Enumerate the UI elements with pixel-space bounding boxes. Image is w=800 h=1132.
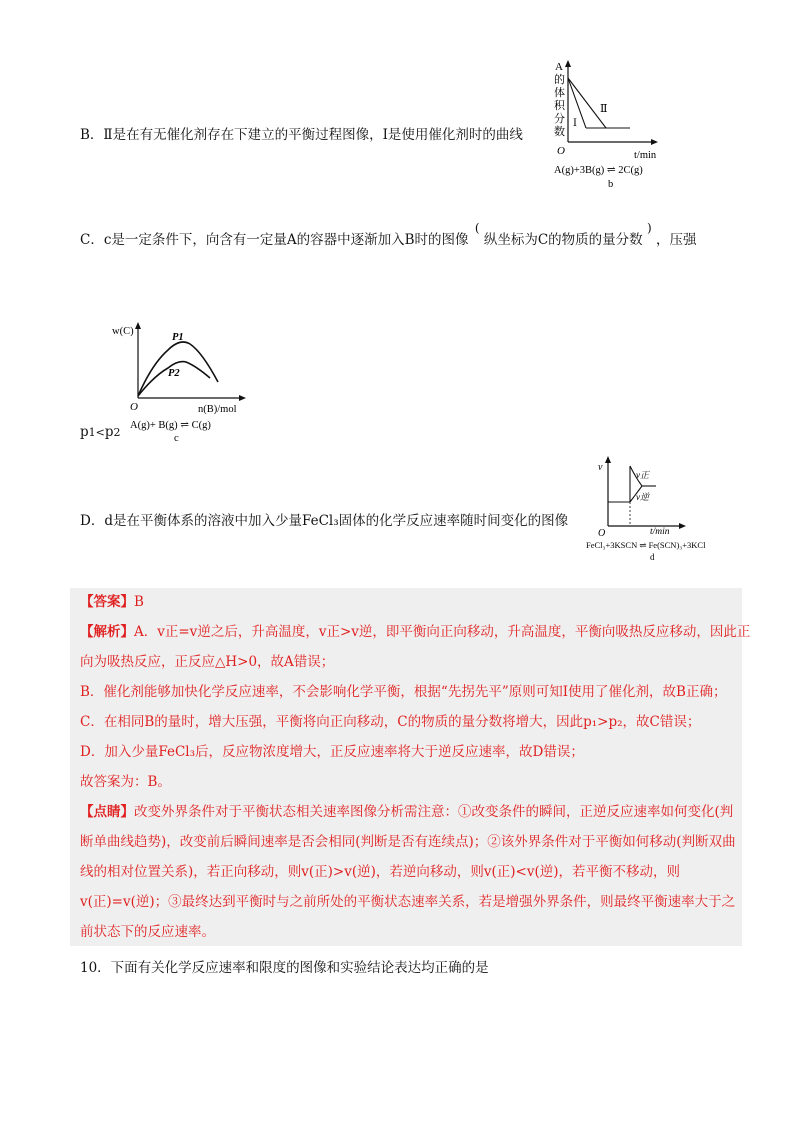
- figure-d-x-arrow: [679, 523, 686, 529]
- analysis-tag: 【解析】: [80, 624, 134, 640]
- tip-line-4: v(正)=v(逆)；③最终达到平衡时与之前所处的平衡状态速率关系，若是增强外界条件，则最终平衡速率大于之: [80, 894, 736, 910]
- tip-line-2: 断单曲线趋势)，改变前后瞬间速率是否会相同(判断是否有连续点)；②该外界条件对于平衡如何移动(判断双曲: [80, 834, 736, 850]
- analysis-line-1: [80, 622, 750, 642]
- option-c-cond-sub2: 2: [113, 426, 121, 439]
- figure-c-x-arrow: [239, 395, 246, 401]
- option-c-cond-sub1: 1: [88, 426, 96, 439]
- figure-b-y-arrow: [565, 60, 571, 67]
- figure-c-xlabel: n(B)/mol: [198, 404, 237, 415]
- analysis-line-3: B．催化剂能够加快化学反应速率，不会影响化学平衡，根据“先拐先平”原则可知Ⅰ使用了催化剂，故B正确；: [80, 684, 727, 700]
- figure-d-origin: O: [598, 528, 606, 539]
- figure-d-ylabel: v: [598, 462, 603, 473]
- figure-c-origin: O: [130, 401, 138, 413]
- option-c-cond-p2: p: [104, 424, 114, 440]
- figure-d-xlabel: t/min: [650, 527, 670, 537]
- figure-b-x-arrow: [651, 139, 658, 145]
- option-b-text: B．Ⅱ是在有无催化剂存在下建立的平衡过程图像，Ⅰ是使用催化剂时的曲线: [80, 127, 523, 143]
- figure-d-label-forward: v正: [636, 470, 649, 480]
- figure-b-ylabel-5: 分: [554, 113, 565, 125]
- figure-d: [586, 452, 736, 564]
- figure-c: [110, 316, 270, 446]
- answer-tag: 【答案】: [80, 594, 134, 610]
- option-c-paren-open: (: [474, 221, 480, 235]
- option-c-text: C．c是一定条件下，向含有一定量A的容器中逐渐加入B时的图像: [80, 232, 469, 248]
- figure-b-label-1: Ⅰ: [573, 118, 577, 129]
- question-10: 10．下面有关化学反应速率和限度的图像和实验结论表达均正确的是: [80, 960, 489, 976]
- figure-c-ylabel: w(C): [112, 326, 134, 337]
- answer-value: B: [134, 594, 144, 610]
- option-d-text: D．d是在平衡体系的溶液中加入少量FeCl₃固体的化学反应速率随时间变化的图像: [80, 513, 569, 529]
- tip-text-1: 改变外界条件对于平衡状态相关速率图像分析需注意：①改变条件的瞬间，正逆反应速率如何变化(判: [134, 804, 734, 820]
- figure-c-svg: [110, 316, 270, 446]
- figure-b-ylabel-1: A: [555, 61, 563, 73]
- analysis-line-6: 故答案为：B。: [80, 774, 171, 790]
- analysis-line-2: 向为吸热反应，正反应△H>0，故A错误；: [80, 654, 335, 670]
- option-c-condition: [80, 422, 121, 443]
- option-c-cond-p1: p: [80, 424, 89, 440]
- option-c-paren-close: ): [646, 221, 652, 235]
- figure-b-label-2: Ⅱ: [600, 103, 608, 115]
- figure-b-ylabel-4: 积: [554, 100, 565, 112]
- figure-d-label-reverse: v逆: [636, 492, 649, 502]
- option-c-paren-text: 纵坐标为C的物质的量分数: [483, 232, 643, 248]
- tip-line-5: 前状态下的反应速率。: [80, 924, 215, 940]
- analysis-text-1: A．v正=v逆之后，升高温度，v正>v逆，即平衡向正向移动，升高温度，平衡向吸热反应移动，因此正: [134, 624, 751, 640]
- figure-c-label-p2: P2: [168, 368, 180, 379]
- tip-line-3: 线的相对位置关系)，若正向移动，则v(正)>v(逆)，若逆向移动，则v(正)<v(逆)，若平衡不移动，则: [80, 864, 681, 880]
- figure-d-y-arrow: [605, 456, 611, 463]
- figure-b-caption: b: [608, 179, 614, 190]
- tip-line-1: [80, 802, 733, 822]
- figure-c-y-arrow: [135, 322, 141, 329]
- tip-tag: 【点睛】: [80, 804, 134, 820]
- figure-d-equation: FeCl₃+3KSCN ⇌ Fe(SCN)₃+3KCl: [586, 540, 706, 550]
- option-c-cond-lt: <: [95, 426, 105, 439]
- figure-b-origin: O: [557, 145, 565, 157]
- figure-b-equation: A(g)+3B(g) ⇌ 2C(g): [554, 165, 643, 176]
- figure-b-ylabel-3: 体: [554, 87, 565, 99]
- figure-b-curve-1: [568, 78, 586, 128]
- figure-d-caption: d: [650, 552, 655, 562]
- figure-d-svg: [586, 452, 736, 564]
- figure-c-label-p1: P1: [172, 332, 184, 343]
- analysis-line-5: D．加入少量FeCl₃后，反应物浓度增大，正反应速率将大于逆反应速率，故D错误；: [80, 744, 584, 760]
- analysis-line-4: C．在相同B的量时，增大压强，平衡将向正向移动，C的物质的量分数将增大，因此p₁>p₂，故C错误；: [80, 714, 701, 730]
- figure-c-caption: c: [174, 433, 179, 444]
- figure-c-equation: A(g)+ B(g) ⇌ C(g): [130, 420, 211, 431]
- option-c-tail: ，压强: [655, 232, 697, 248]
- figure-b-ylabel-6: 数: [554, 126, 565, 138]
- figure-b-ylabel-2: 的: [554, 74, 565, 86]
- answer-line: [80, 592, 144, 612]
- figure-b-svg: [548, 56, 678, 190]
- option-c-line: [80, 221, 697, 250]
- figure-b: [548, 56, 678, 190]
- figure-b-xlabel: t/min: [634, 150, 657, 161]
